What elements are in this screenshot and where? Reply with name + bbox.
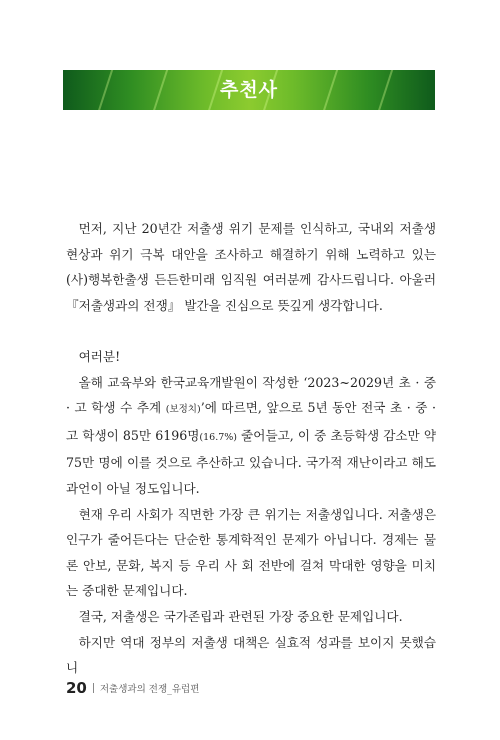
paragraph: 하지만 역대 정부의 저출생 대책은 실효적 성과를 보이지 못했습니 [66,634,436,676]
paragraph: 결국, 저출생은 국가존립과 관련된 가장 중요한 문제입니다. [78,608,403,624]
paragraph-text: 줄어들고, 이 중 초등학생 감소만 약 75만 명에 이를 것으로 추산하고 있습니다. 국가적 재난이라고 해도 과언이 아닐 정도입니다. [66,427,436,496]
paragraph-note: (보정치) [165,404,201,416]
paragraph [66,370,436,502]
page-number: 20 [66,679,87,697]
paragraph-text: ’에 따르면, 앞으로 5년 동안 전국 초 · 중 · 고 학생이 85만 6196명 [66,400,436,443]
paragraph: 먼저, 지난 20년간 저출생 위기 문제를 인식하고, 국내외 저출생 현상과 위기 극복 대안을 조사하고 해결하기 위해 노력하고 있는 (사)행복한출생 든든한미래 임직원 여러분께 감사드립니다. 아울러 『저출생과의 전쟁』 발간을 진심으로 뜻깊게 생각합니다. [66,221,436,313]
footer-divider [93,683,94,693]
running-title: 저출생과의 전쟁_유럽편 [99,684,200,695]
page-footer [66,678,199,698]
paragraph: 현재 우리 사회가 직면한 가장 큰 위기는 저출생입니다. 저출생은 인구가 줄어든다는 단순한 통계학적인 문제가 아닙니다. 경제는 물론 안보, 문화, 복지 등 우리 사 회 전반에 걸쳐 막대한 영향을 미치는 중대한 문제입니다. [66,506,436,599]
paragraph-note: (16.7%) [199,431,237,443]
title-banner [63,70,435,110]
body-text [66,216,436,681]
paragraph: 여러분! [78,348,121,364]
paragraph-text: 올해 교육부와 한국교육개발원이 작성한 ‘2023~2029년 초 · 중 · 고 학생 수 추계 [66,374,436,416]
page-title: 추천사 [219,79,279,101]
